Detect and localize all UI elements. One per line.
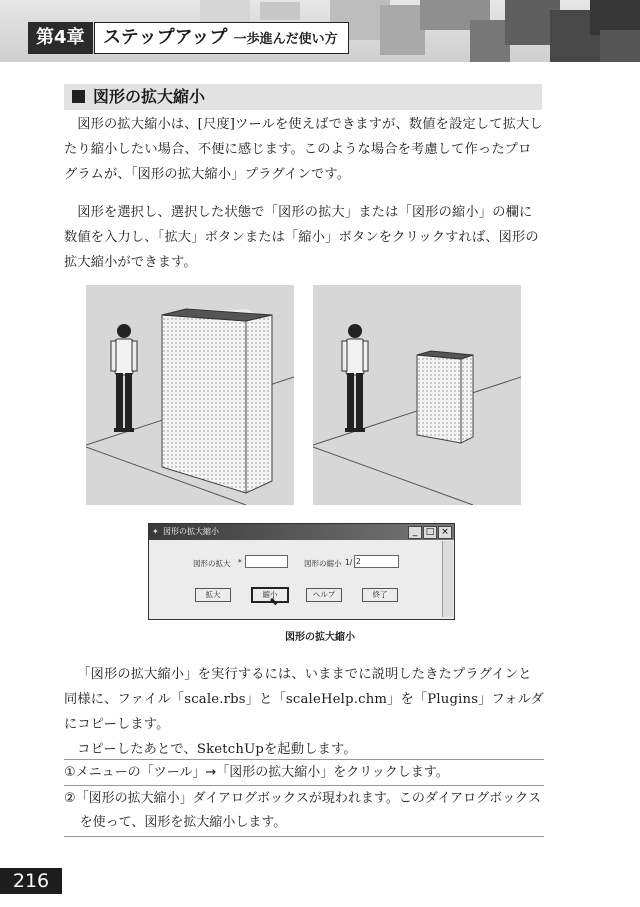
shrink-prefix: 1/ [345, 558, 353, 567]
enlarge-label: 図形の拡大 [193, 559, 231, 568]
step-divider-2 [64, 785, 544, 786]
figure-after-scale [313, 285, 521, 505]
app-icon: ✦ [152, 527, 159, 536]
exit-button[interactable]: 終了 [362, 588, 398, 602]
body-paragraph-3: 「図形の拡大縮小」を実行するには、いままでに説明したきたプラグインと同様に、ファイル「scale.rbs」と「scaleHelp.chm」を「Plugins」フォルダにコピーします。 [64, 667, 544, 732]
chapter-subtitle: 一歩進んだ使い方 [233, 32, 338, 47]
square-bullet-icon [72, 90, 85, 103]
chapter-number: 第4章 [28, 22, 93, 54]
dialog-title: 図形の拡大縮小 [163, 527, 219, 536]
dialog-scrollbar[interactable] [442, 541, 453, 617]
body-paragraph-1: 図形の拡大縮小は、[尺度]ツールを使えばできますが、数値を設定して拡大したり縮小したい場合、不便に感じます。このような場合を考慮して作ったプログラムが、「図形の拡大縮小」プラグインです。 [64, 117, 543, 182]
maximize-icon[interactable]: □ [423, 526, 437, 539]
scene-small-box [313, 285, 521, 505]
figure-caption: 図形の拡大縮小 [285, 632, 355, 643]
scene-large-box [86, 285, 294, 505]
step-divider-3 [64, 836, 544, 837]
section-heading [64, 84, 542, 110]
chapter-title [94, 22, 349, 54]
step-1: ①メニューの「ツール」→「図形の拡大縮小」をクリックします。 [64, 765, 449, 780]
enlarge-prefix: * [238, 558, 242, 567]
person-figure-2 [342, 324, 368, 432]
chapter-header [0, 0, 640, 62]
step-2: ②「図形の拡大縮小」ダイアログボックスが現われます。このダイアログボックスを使って、図形を拡大縮小します。 [64, 791, 542, 830]
shrink-label: 図形の縮小 [304, 559, 342, 568]
minimize-icon[interactable]: _ [408, 526, 422, 539]
shrink-input[interactable]: 2 [354, 555, 399, 568]
cursor-icon: ⬉ [269, 595, 279, 608]
help-button[interactable]: ヘルプ [306, 588, 342, 602]
enlarge-button[interactable]: 拡大 [195, 588, 231, 602]
close-icon[interactable]: × [438, 526, 452, 539]
page-number: 216 [0, 868, 62, 894]
chapter-title-main: ステップアップ [103, 27, 228, 48]
step-divider-1 [64, 759, 544, 760]
section-title: 図形の拡大縮小 [93, 87, 206, 106]
body-paragraph-2: 図形を選択し、選択した状態で「図形の拡大」または「図形の縮小」の欄に数値を入力し、「拡大」ボタンまたは「縮小」ボタンをクリックすれば、図形の拡大縮小ができます。 [64, 205, 539, 270]
person-figure [111, 324, 137, 432]
enlarge-input[interactable] [245, 555, 288, 568]
figure-before-scale [86, 285, 294, 505]
shrink-button[interactable]: 縮小 [251, 587, 289, 603]
body-paragraph-4: コピーしたあとで、SketchUpを起動します。 [77, 742, 357, 757]
dialog-titlebar [149, 524, 454, 540]
scale-dialog [148, 523, 455, 620]
